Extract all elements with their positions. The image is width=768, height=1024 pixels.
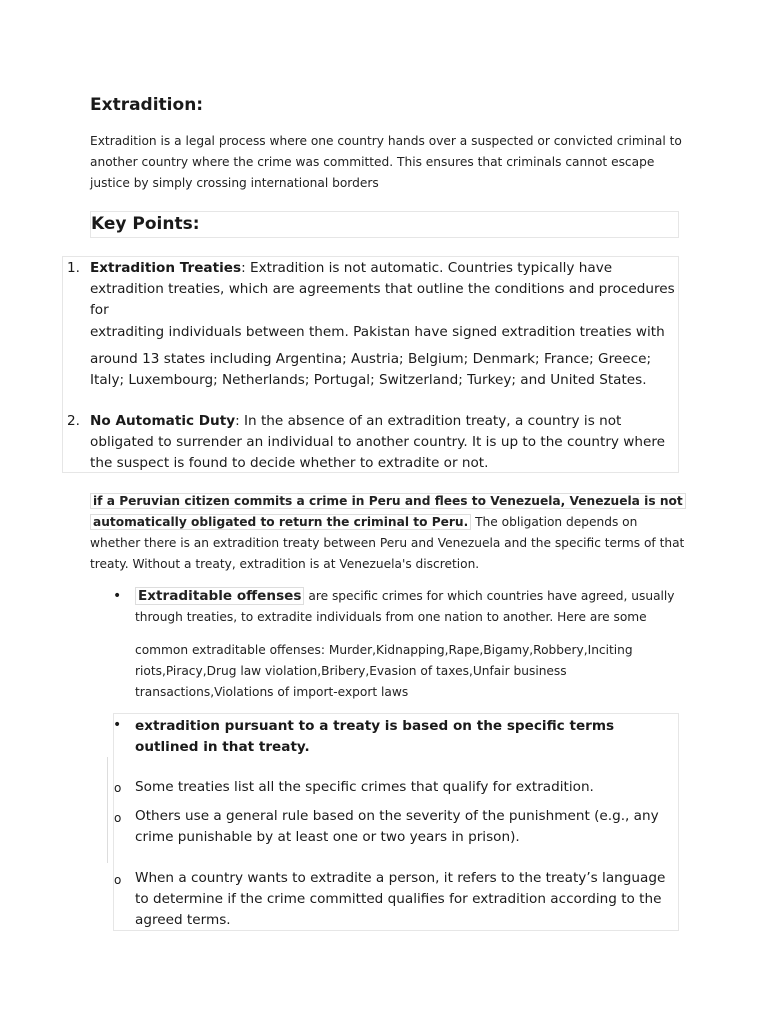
example-rest: there is an extradition treaty between Peru and Venezuela and the specific terms of that treaty. Without a treaty, extradition is at Venezuela's discretion. (90, 536, 685, 571)
sub-item-2-marker: o (114, 811, 122, 825)
point1-text-a: : Extradition is not automatic. Countries typically have extradition treaties, which are agreements that outline the conditions and procedures for (90, 260, 675, 318)
bullet1-term: Extraditable offenses (135, 587, 304, 605)
example-bold-line1: if a Peruvian citizen commits a crime in Peru and flees to Venezuela, Venezuela is not (90, 493, 686, 509)
sub-item-2: Others use a general rule based on the severity of the punishment (e.g., any crime punishable by at least one or two years in prison). (135, 808, 659, 845)
point2-text: : In the absence of an extradition treaty, a country is not obligated to surrender an individual to another country. It is up to the country where the suspect is found to decide whether to extradite or not. (90, 413, 666, 471)
margin-line (107, 757, 108, 863)
sub-item-3: When a country wants to extradite a person, it refers to the treaty’s language to determine if the crime committed qualifies for extradition according to the agreed terms. (135, 870, 666, 928)
intro-paragraph: Extradition is a legal process where one country hands over a suspected or convicted criminal to another country where the crime was committed. This ensures that criminals cannot escape justice by simply crossing international borders (90, 134, 682, 190)
example-paragraph (90, 491, 690, 575)
example-bold-line2: automatically obligated to return the criminal to Peru. (90, 514, 471, 530)
bullet1-text-b: common extraditable offenses: Murder,Kidnapping,Rape,Bigamy,Robbery,Inciting riots,Piracy,Drug law violation,Bribery,Evasion of taxes,Unfair business transactions,Violations of import-export laws (135, 643, 633, 699)
sub-item-1: Some treaties list all the specific crimes that qualify for extradition. (135, 779, 594, 795)
point2-term: No Automatic Duty (90, 413, 236, 429)
bullet1-paragraph (135, 586, 680, 628)
bullet-2-marker: • (113, 717, 122, 733)
bullet-1-marker: • (113, 588, 122, 604)
bullet1-text-a: are specific crimes for which countries have agreed, usually through treaties, to extradite individuals from one nation to another. Here are some (135, 589, 675, 624)
point1-paragraph (90, 258, 675, 321)
example-rest-line2: The obligation depends on whether (90, 515, 638, 550)
key-points-heading: Key Points: (91, 214, 200, 234)
point1-text-c: around 13 states including Argentina; Austria; Belgium; Denmark; France; Greece; Italy; Luxembourg; Netherlands; Portugal; Switzerland; Turkey; and United States. (90, 351, 652, 388)
point2-paragraph (90, 411, 675, 474)
list-number-1: 1. (67, 260, 80, 276)
sub-item-1-marker: o (114, 781, 122, 795)
list-number-2: 2. (67, 413, 80, 429)
point1-text-b: extraditing individuals between them. Pakistan have signed extradition treaties with (90, 324, 665, 340)
sub-item-3-marker: o (114, 873, 122, 887)
page-title: Extradition: (90, 95, 204, 115)
point1-term: Extradition Treaties (90, 260, 242, 276)
bullet2-text: extradition pursuant to a treaty is based on the specific terms outlined in that treaty. (135, 718, 615, 755)
